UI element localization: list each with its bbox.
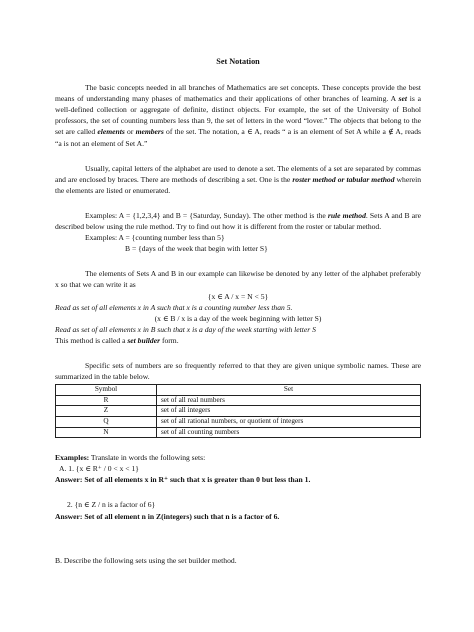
table-symbol-cell: N	[56, 427, 157, 438]
examples-line-b: B = {days of the week that begin with letter S}	[125, 244, 268, 254]
term-rule-method: rule method	[327, 210, 366, 220]
symbol-table	[55, 384, 421, 438]
table-set-cell: set of all integers	[157, 406, 421, 417]
exercise-label: Examples:	[55, 453, 90, 463]
exercise-item-1: A. 1. {x ∈ R⁺ / 0 < x < 1}	[59, 464, 139, 474]
rule-text-1: Examples: A = {1,2,3,4} and B = {Saturday, Sunday). The other method is the	[85, 210, 328, 220]
term-members: members	[135, 127, 164, 137]
exercise-item-2: 2. {n ∈ Z / n is a factor of 6}	[67, 500, 156, 510]
intro-paragraph	[55, 82, 421, 149]
table-set-cell: set of all rational numbers, or quotient of integers	[157, 416, 421, 427]
table-row	[56, 416, 421, 427]
specific-sets-paragraph: Specific sets of numbers are so frequently referred to that they are given unique symbolic names. These are summarized in the table below.	[55, 360, 421, 382]
exercise-answer-1: Answer: Set of all elements x in R⁺ such that x is greater than 0 but less than 1.	[55, 475, 311, 485]
table-symbol-cell: R	[56, 395, 157, 406]
table-row	[56, 395, 421, 406]
table-set-cell: set of all real numbers	[157, 395, 421, 406]
set-builder-text-2: form.	[160, 335, 179, 345]
table-row	[56, 406, 421, 417]
term-roster-method: roster method or tabular method	[292, 174, 395, 184]
table-set-cell: set of all counting numbers	[157, 427, 421, 438]
rule-text-2: . Sets A and B are described below using the rule method. Try to find out how it is different from the roster or tabular method.	[55, 210, 422, 232]
exercise-heading	[55, 452, 421, 463]
header-symbol: Symbol	[56, 385, 157, 396]
term-set-builder: set builder	[127, 335, 161, 345]
capital-letters-paragraph	[55, 163, 421, 196]
table-header-row	[56, 385, 421, 396]
table-symbol-cell: Z	[56, 406, 157, 417]
intro-text-3: of the set. The notation, a ∈ A, reads “ a is an element of Set A while a ∉ A, reads “a is not an element of Set A.”	[55, 127, 421, 148]
table-row	[56, 427, 421, 438]
set-builder-paragraph: The elements of Sets A and B in our example can likewise be denoted by any letter of the alphabet preferably x so that we can write it as	[55, 269, 421, 290]
exercise-answer-2: Answer: Set of all element n in Z(integers) such that n is a factor of 6.	[55, 511, 280, 521]
header-set: Set	[157, 385, 421, 396]
part-b-instruction: B. Describe the following sets using the set builder method.	[55, 555, 237, 565]
exercise-instruction: Translate in words the following sets:	[89, 453, 206, 463]
set-builder-sentence	[55, 335, 421, 346]
table-symbol-cell: Q	[56, 416, 157, 427]
term-set: set	[398, 94, 407, 104]
capital-text-1: Usually, capital letters of the alphabet are used to denote a set. The elements of a set are separated by commas and are enclosed by braces. There are methods of describing a set. One is the	[55, 163, 421, 184]
intro-text-1: The basic concepts needed in all branches of Mathematics are set concepts. These concepts provide the best means of understanding many phases of mathematics and their applications of other branches of learning. A	[55, 83, 421, 104]
set-a-reading: Read as set of all elements x in A such that x is a counting number less than 5.	[55, 302, 293, 312]
intro-text-2: is a well-defined collection or aggregate of definite, distinct objects. For example, the set of the University of Bohol professors, the set of counting numbers less than 9, the set of letters in the word “lover.” The objects that belong to the set are called	[55, 94, 421, 137]
examples-line-a: Examples: A = {counting number less than 5}	[85, 233, 225, 243]
set-b-notation: (x ∈ B / x is a day of the week beginning with letter S)	[154, 313, 322, 323]
capital-text-2: wherein the elements are listed or enumerated.	[55, 174, 421, 195]
set-b-reading: Read as set of all elements x in B such that x is a day of the week starting with letter S	[55, 324, 316, 334]
rule-method-paragraph	[55, 210, 421, 232]
intro-or: or	[124, 127, 136, 137]
page-title: Set Notation	[216, 57, 260, 66]
document-body	[55, 56, 421, 566]
set-a-notation: {x ∈ A / x = N < 5}	[207, 291, 269, 301]
term-elements: elements	[97, 127, 125, 137]
set-builder-text-1: This method is called a	[55, 335, 128, 345]
